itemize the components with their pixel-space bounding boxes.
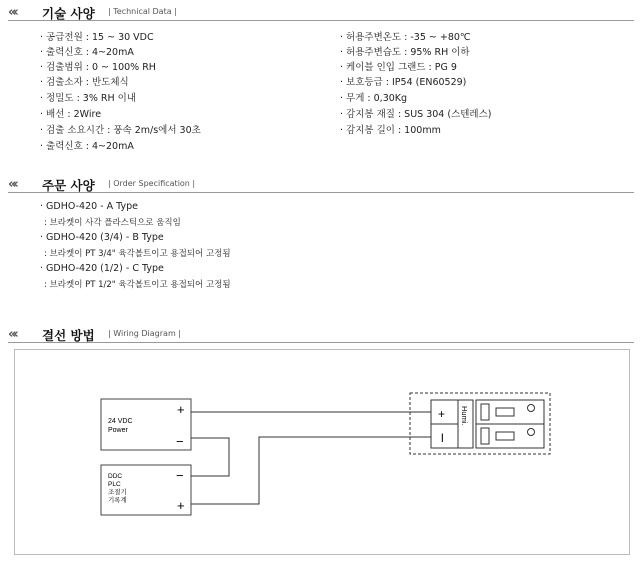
tech-right-item: · 허용주변온도 : -35 ~ +80℃: [340, 32, 471, 43]
order-title: 주문 사양: [42, 178, 95, 193]
ddc-plus: +: [177, 498, 185, 513]
controller-label: 조절기: [108, 489, 127, 496]
tech-right-item: · 허용주변습도 : 95% RH 이하: [340, 47, 470, 58]
order-subtitle: | Order Specification |: [108, 179, 196, 188]
wiring-diagram: [14, 349, 630, 555]
tech-left-item: · 검출 소요시간 : 풍속 2m/s에서 30초: [40, 125, 201, 136]
wiring-title: 결선 방법: [42, 328, 95, 343]
tech-left-item: · 배선 : 2Wire: [40, 109, 102, 120]
power-plus: +: [177, 402, 185, 417]
wiring-subtitle: | Wiring Diagram |: [108, 329, 181, 338]
double-chevron-icon: «‹: [8, 177, 16, 192]
plc-label: PLC: [108, 481, 121, 488]
tech-section-header: [8, 4, 634, 22]
divider: [8, 342, 634, 343]
divider: [8, 20, 634, 21]
ddc-label: DDC: [108, 473, 123, 480]
ddc-minus: −: [176, 468, 184, 483]
order-item-desc: : 브라켓이 PT 3/4" 육각볼트이고 용접되어 고정됨: [44, 249, 231, 259]
order-item: · GDHO-420 (3/4) - B Type: [40, 232, 164, 243]
order-item-desc: : 브라켓이 PT 1/2" 육각볼트이고 용접되어 고정됨: [44, 280, 231, 290]
wiring-diagram-svg: [15, 350, 629, 554]
sensor-minus: l: [441, 431, 444, 445]
power-label-2: Power: [108, 427, 128, 434]
power-label-1: 24 VDC: [108, 418, 133, 425]
order-item: · GDHO-420 - A Type: [40, 201, 138, 212]
tech-right-item: · 무게 : 0,30Kg: [340, 93, 408, 104]
power-minus: −: [176, 434, 184, 449]
tech-right-item: · 감지봉 재질 : SUS 304 (스텐레스): [340, 109, 492, 120]
tech-left-item: · 출력신호 : 4~20mA: [40, 141, 134, 152]
tech-subtitle: | Technical Data |: [108, 7, 177, 16]
order-section-header: [8, 176, 634, 194]
tech-title: 기술 사양: [42, 6, 95, 21]
double-chevron-icon: «‹: [8, 327, 16, 342]
divider: [8, 192, 634, 193]
tech-right-item: · 케이블 인입 그랜드 : PG 9: [340, 62, 457, 73]
sensor-label: Humi.: [460, 406, 469, 426]
order-item-desc: : 브라켓이 사각 플라스틱으로 움직임: [44, 218, 181, 228]
tech-left-item: · 정밀도 : 3% RH 이내: [40, 93, 137, 104]
tech-left-item: · 출력신호 : 4~20mA: [40, 47, 134, 58]
tech-left-item: · 검출소자 : 반도체식: [40, 77, 129, 88]
tech-left-item: · 공급전원 : 15 ~ 30 VDC: [40, 32, 154, 43]
wire-power-ddc: [191, 438, 229, 476]
double-chevron-icon: «‹: [8, 5, 16, 20]
order-item: · GDHO-420 (1/2) - C Type: [40, 263, 164, 274]
wiring-section-header: [8, 326, 634, 344]
tech-right-item: · 보호등급 : IP54 (EN60529): [340, 77, 467, 88]
recorder-label: 기록계: [108, 497, 127, 504]
sensor-plus: +: [438, 407, 446, 421]
tech-right-item: · 감지봉 길이 : 100mm: [340, 125, 441, 136]
tech-left-item: · 검출범위 : 0 ~ 100% RH: [40, 62, 156, 73]
wire-ddc-plus: [191, 437, 435, 504]
